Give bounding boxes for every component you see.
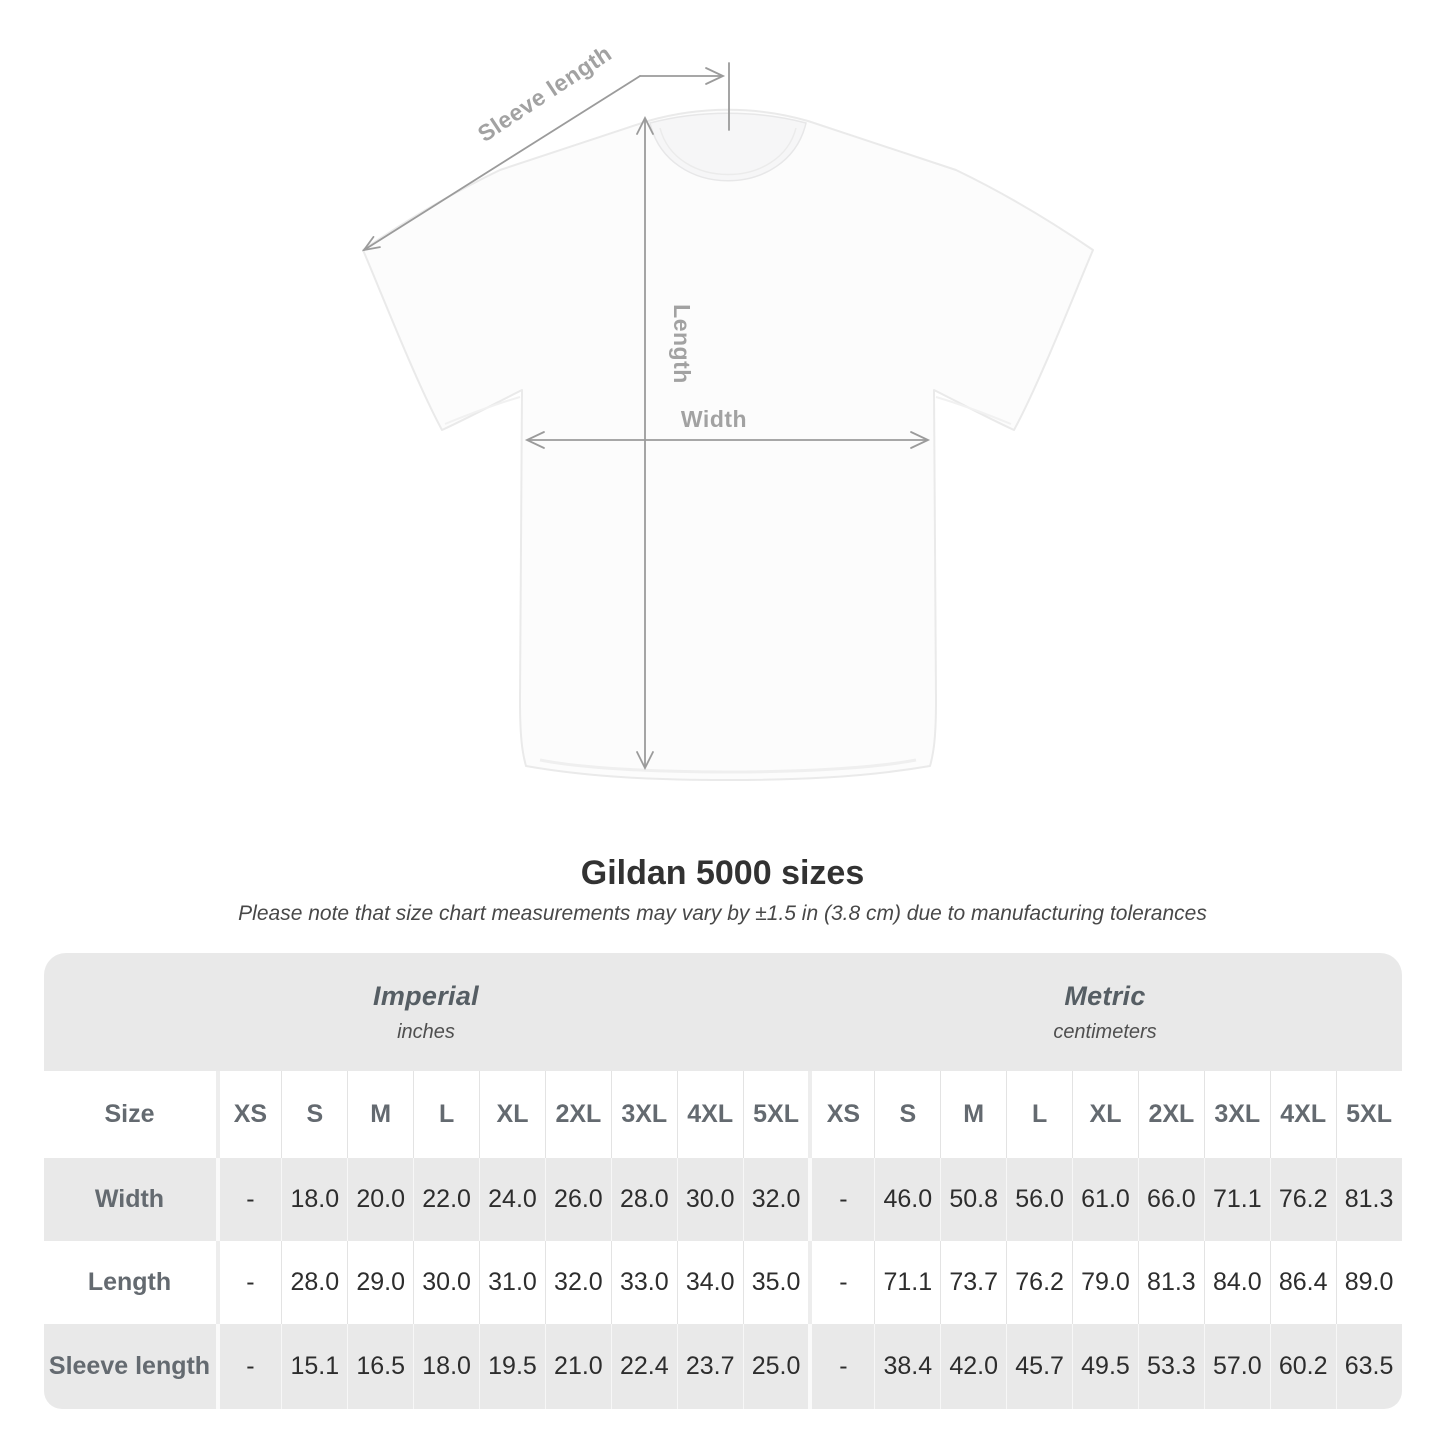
size-value-cell: 66.0 [1138,1158,1204,1241]
size-value-cell: 24.0 [479,1158,545,1241]
size-header-cell: 3XL [1204,1071,1270,1158]
size-header-cell: 4XL [677,1071,743,1158]
size-value-cell: 57.0 [1204,1324,1270,1409]
imperial-title: Imperial [373,980,479,1011]
size-value-cell: 61.0 [1072,1158,1138,1241]
size-value-cell: 76.2 [1270,1158,1336,1241]
size-value-cell: 32.0 [545,1241,611,1324]
size-value-cell: 49.5 [1072,1324,1138,1409]
size-header-cell: 3XL [611,1071,677,1158]
row-label: Length [87,1268,172,1297]
size-value-cell: 30.0 [413,1241,479,1324]
chart-heading [0,830,1445,953]
size-header-cell: S [874,1071,940,1158]
row-label: Sleeve length [48,1352,211,1381]
size-header-cell: M [347,1071,413,1158]
size-value-cell: 18.0 [413,1324,479,1409]
size-header-cell: L [413,1071,479,1158]
size-column-header: Size [104,1100,155,1129]
size-header-cell: 2XL [1138,1071,1204,1158]
size-header-cell: 5XL [743,1071,809,1158]
size-header-cell: 5XL [1336,1071,1402,1158]
table-row-length [44,1241,1402,1324]
size-header-cell: XS [216,1071,282,1158]
size-value-cell: 19.5 [479,1324,545,1409]
size-value-cell: 18.0 [281,1158,347,1241]
size-value-cell: - [808,1158,874,1241]
size-value-cell: 60.2 [1270,1324,1336,1409]
size-value-cell: 28.0 [611,1158,677,1241]
size-value-cell: 81.3 [1138,1241,1204,1324]
size-value-cell: 31.0 [479,1241,545,1324]
size-value-cell: 22.4 [611,1324,677,1409]
imperial-group-header [44,953,809,1071]
size-value-cell: 35.0 [743,1241,809,1324]
size-value-cell: 22.0 [413,1158,479,1241]
size-value-cell: 15.1 [281,1324,347,1409]
size-header-cell: XL [479,1071,545,1158]
metric-title: Metric [1064,980,1146,1011]
size-value-cell: 25.0 [743,1324,809,1409]
size-value-cell: - [808,1324,874,1409]
table-row-sleeve-length [44,1324,1402,1409]
width-label: Width [680,406,748,432]
size-value-cell: 34.0 [677,1241,743,1324]
size-value-cell: 45.7 [1006,1324,1072,1409]
metric-group-header [809,953,1402,1071]
table-row-width [44,1158,1402,1241]
size-header-cell: L [1006,1071,1072,1158]
size-value-cell: 23.7 [677,1324,743,1409]
size-header-cell: XS [808,1071,874,1158]
size-value-cell: 81.3 [1336,1158,1402,1241]
size-header-cell: XL [1072,1071,1138,1158]
imperial-unit: inches [397,1020,455,1043]
size-value-cell: 42.0 [940,1324,1006,1409]
size-value-cell: - [808,1241,874,1324]
size-value-cell: 16.5 [347,1324,413,1409]
page-title: Gildan 5000 sizes [580,854,865,892]
size-header-cell: 4XL [1270,1071,1336,1158]
size-value-cell: 53.3 [1138,1324,1204,1409]
size-value-cell: 50.8 [940,1158,1006,1241]
tshirt-graphic [363,110,1093,780]
size-value-cell: 86.4 [1270,1241,1336,1324]
size-header-row [44,1071,1402,1158]
size-value-cell: 46.0 [874,1158,940,1241]
size-value-cell: 71.1 [1204,1158,1270,1241]
size-value-cell: - [216,1158,282,1241]
size-value-cell: 84.0 [1204,1241,1270,1324]
size-table [44,953,1402,1409]
size-header-cell: 2XL [545,1071,611,1158]
unit-band [44,953,1402,1071]
size-value-cell: 56.0 [1006,1158,1072,1241]
size-header-cell: M [940,1071,1006,1158]
size-value-cell: 32.0 [743,1158,809,1241]
size-value-cell: 89.0 [1336,1241,1402,1324]
size-value-cell: - [216,1241,282,1324]
metric-unit: centimeters [1053,1020,1157,1043]
size-value-cell: 63.5 [1336,1324,1402,1409]
tolerance-note: Please note that size chart measurements may vary by ±1.5 in (3.8 cm) due to manufacturing tolerances [238,902,1207,926]
size-value-cell: 29.0 [347,1241,413,1324]
size-value-cell: 20.0 [347,1158,413,1241]
size-value-cell: 73.7 [940,1241,1006,1324]
size-value-cell: 71.1 [874,1241,940,1324]
size-value-cell: - [216,1324,282,1409]
sleeve-length-label: Sleeve length [472,39,617,147]
size-value-cell: 26.0 [545,1158,611,1241]
length-label: Length [669,304,695,384]
size-value-cell: 30.0 [677,1158,743,1241]
size-header-cell: S [281,1071,347,1158]
size-value-cell: 79.0 [1072,1241,1138,1324]
size-value-cell: 28.0 [281,1241,347,1324]
size-value-cell: 76.2 [1006,1241,1072,1324]
row-label: Width [94,1185,165,1214]
size-value-cell: 38.4 [874,1324,940,1409]
size-value-cell: 33.0 [611,1241,677,1324]
size-value-cell: 21.0 [545,1324,611,1409]
